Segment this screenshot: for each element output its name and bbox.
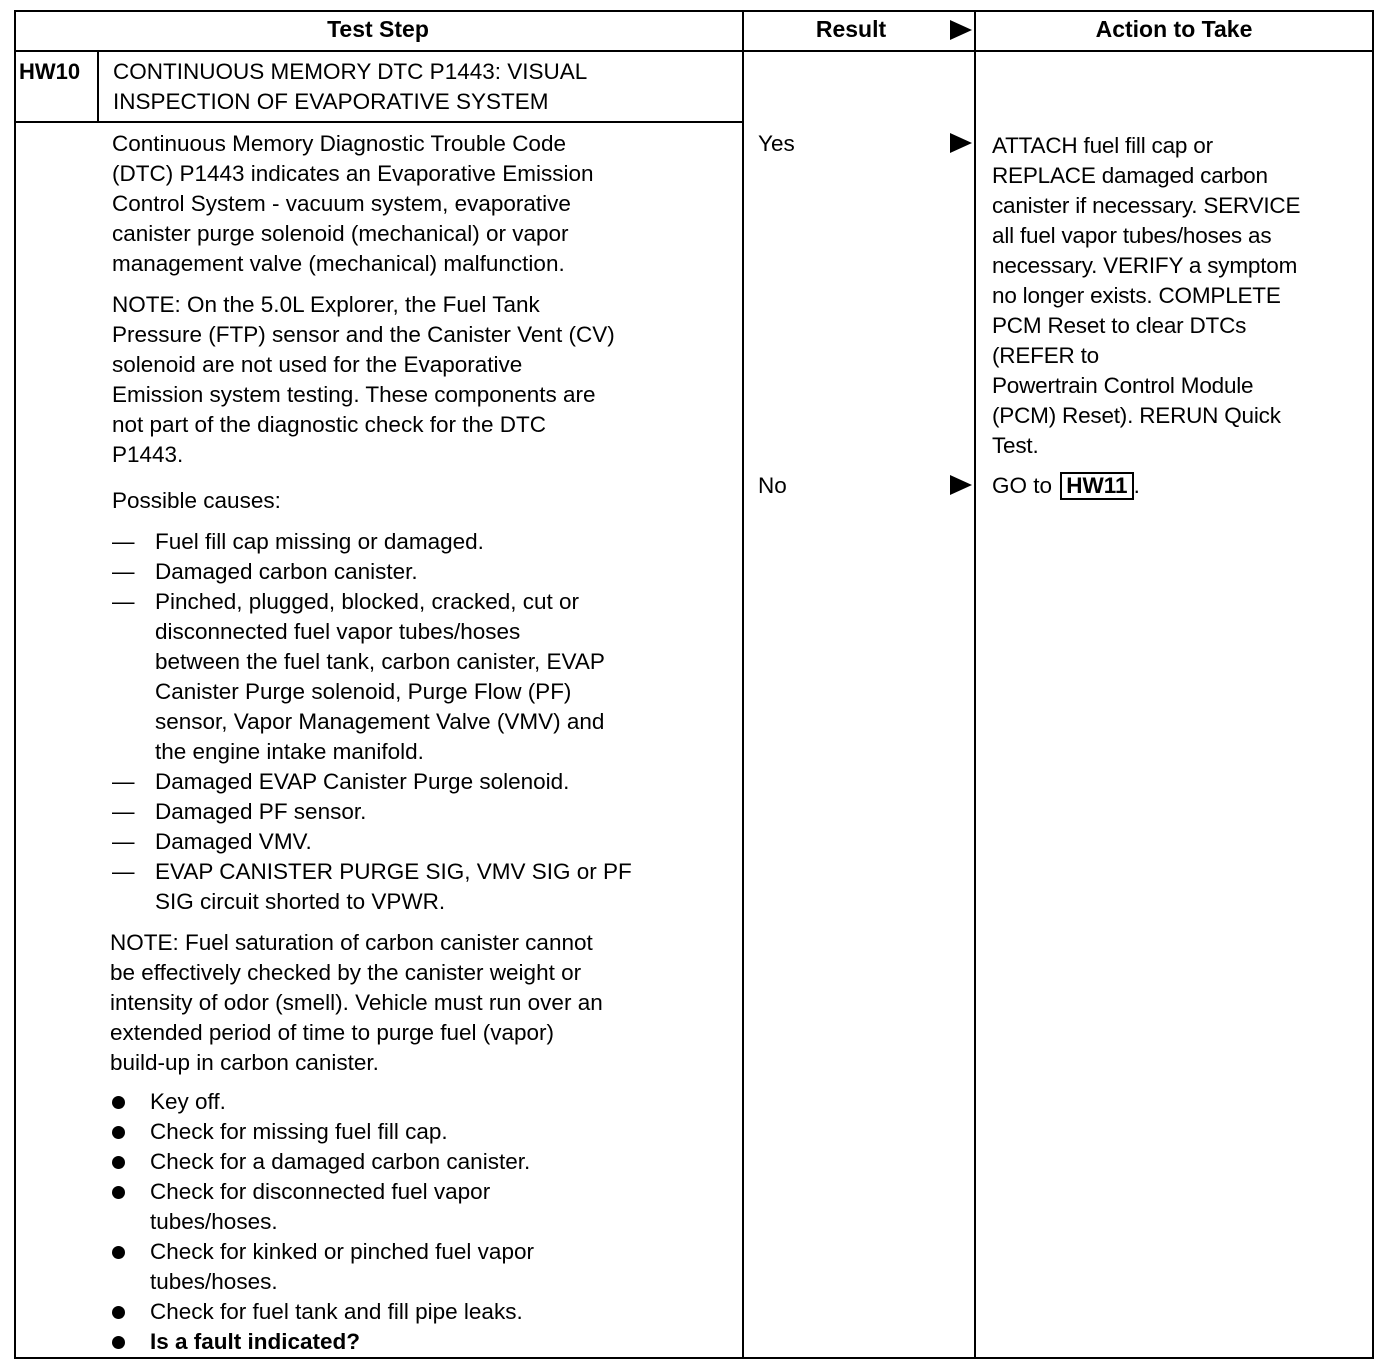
bullet-icon xyxy=(112,1336,125,1349)
check-text: Check for missing fuel fill cap. xyxy=(150,1119,448,1144)
result-no-arrow-icon xyxy=(950,475,972,495)
step-title-bottom-rule xyxy=(14,121,742,123)
cause-text: Damaged VMV. xyxy=(155,829,312,854)
bullet-icon xyxy=(112,1306,125,1319)
dash-marker: — xyxy=(112,559,135,584)
dash-marker: — xyxy=(112,829,135,854)
step-id: HW10 xyxy=(19,59,81,84)
dash-marker: — xyxy=(112,769,135,794)
causes-heading: Possible causes: xyxy=(112,488,281,513)
step-id-divider xyxy=(97,50,99,123)
check-text: Check for fuel tank and fill pipe leaks. xyxy=(150,1299,523,1324)
result-yes-arrow-icon xyxy=(950,133,972,153)
bullet-icon xyxy=(112,1186,125,1199)
cause-text: Damaged carbon canister. xyxy=(155,559,418,584)
table-bottom-rule xyxy=(14,1357,1374,1359)
dash-marker: — xyxy=(112,529,135,554)
action-no-suffix: . xyxy=(1133,473,1140,498)
intro-paragraph: Continuous Memory Diagnostic Trouble Code (DTC) P1443 indicates an Evaporative Emission Control System - vacuum system, evaporative canister purge solenoid (mechanical) or vapor management valve (mechanical) malfunction. xyxy=(112,131,594,276)
check-text: Check for disconnected fuel vapor tubes/hoses. xyxy=(150,1179,491,1234)
header-arrow-icon xyxy=(950,20,972,40)
cause-text: Damaged EVAP Canister Purge solenoid. xyxy=(155,769,570,794)
dash-marker: — xyxy=(112,799,135,824)
action-no xyxy=(992,471,1368,501)
cause-text: Damaged PF sensor. xyxy=(155,799,367,824)
question-text: Is a fault indicated? xyxy=(150,1329,361,1354)
table-top-rule xyxy=(14,10,1374,12)
table-left-border xyxy=(14,10,16,1359)
table-right-border xyxy=(1372,10,1374,1359)
action-yes: ATTACH fuel fill cap or REPLACE damaged carbon canister if necessary. SERVICE all fuel vapor tubes/hoses as necessary. VERIFY a symptom no longer exists. COMPLETE PCM Reset to clear DTCs (REFER to Powertrain Control Module (PCM) Reset). RERUN Quick Test. xyxy=(992,133,1301,458)
header-action: Action to Take xyxy=(1095,16,1253,42)
check-text: Check for kinked or pinched fuel vapor tubes/hoses. xyxy=(150,1239,534,1294)
dash-marker: — xyxy=(112,589,135,614)
dash-marker: — xyxy=(112,859,135,884)
bullet-icon xyxy=(112,1156,125,1169)
cause-text: EVAP CANISTER PURGE SIG, VMV SIG or PF SIG circuit shorted to VPWR. xyxy=(155,859,632,914)
header-bottom-rule xyxy=(14,50,1374,52)
bullet-icon xyxy=(112,1096,125,1109)
note-fuel-saturation: NOTE: Fuel saturation of carbon canister cannot be effectively checked by the canister weight or intensity of odor (smell). Vehicle must run over an extended period of time to purge fuel (vapor) build-up in carbon canister. xyxy=(110,930,603,1075)
header-result: Result xyxy=(815,16,887,42)
goto-hw11-link[interactable]: HW11 xyxy=(1060,472,1133,500)
cause-text: Pinched, plugged, blocked, cracked, cut or disconnected fuel vapor tubes/hoses between the fuel tank, carbon canister, EVAP Canister Purge solenoid, Purge Flow (PF) sensor, Vapor Management Valve (VMV) and the engine intake manifold. xyxy=(155,589,605,764)
action-no-prefix: GO to xyxy=(992,473,1053,498)
note-explorer: NOTE: On the 5.0L Explorer, the Fuel Tank Pressure (FTP) sensor and the Canister Vent (CV) solenoid are not used for the Evaporative Emission system testing. These components are not part of the diagnostic check for the DTC P1443. xyxy=(112,292,615,467)
cause-text: Fuel fill cap missing or damaged. xyxy=(155,529,484,554)
result-yes: Yes xyxy=(758,131,795,156)
step-title-line2: INSPECTION OF EVAPORATIVE SYSTEM xyxy=(113,89,549,114)
action-column-divider xyxy=(974,10,976,1359)
result-no: No xyxy=(758,473,787,498)
step-title-line1: CONTINUOUS MEMORY DTC P1443: VISUAL xyxy=(113,59,588,84)
check-text: Check for a damaged carbon canister. xyxy=(150,1149,531,1174)
bullet-icon xyxy=(112,1126,125,1139)
check-text: Key off. xyxy=(150,1089,226,1114)
bullet-icon xyxy=(112,1246,125,1259)
result-column-divider xyxy=(742,10,744,1359)
header-test-step: Test Step xyxy=(327,16,429,42)
